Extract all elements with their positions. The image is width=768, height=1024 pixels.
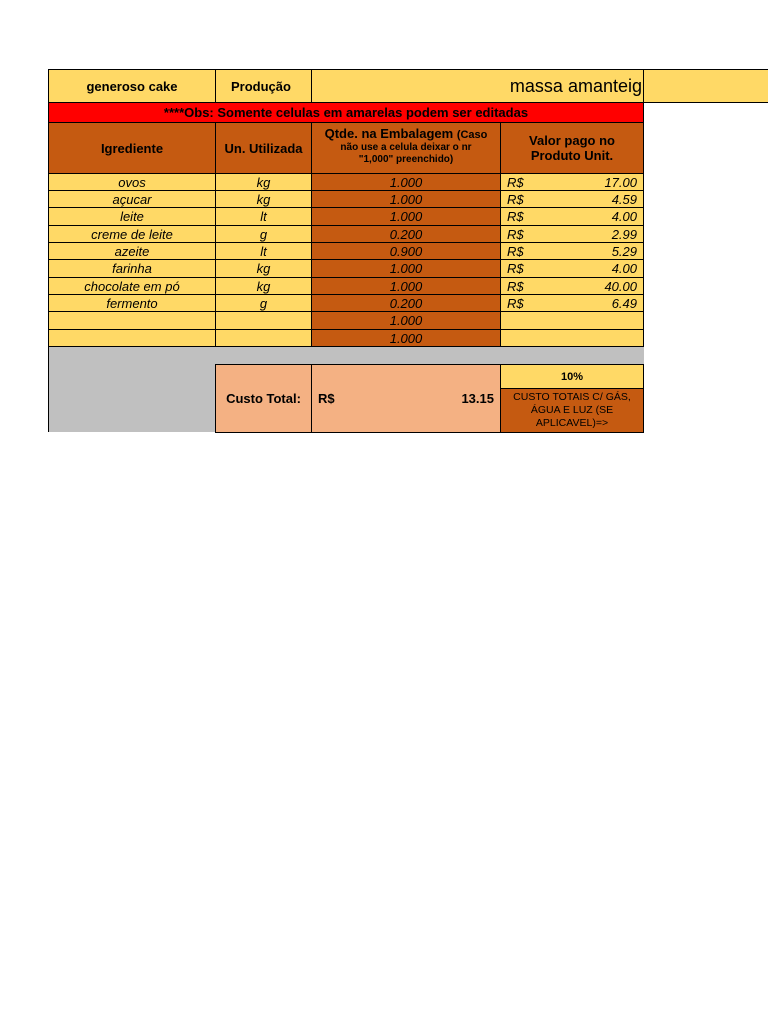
unit-cell[interactable] [215,329,312,347]
price-currency: R$ [507,191,524,207]
unit-cell[interactable]: kg [215,259,312,278]
ingredient-cell[interactable]: creme de leite [48,225,216,243]
unit-cell[interactable]: g [215,294,312,312]
ingredient-cell[interactable]: ovos [48,173,216,191]
total-cost-label: Custo Total: [215,364,312,433]
price-cell[interactable] [500,242,644,260]
edit-notice: ****Obs: Somente celulas em amarelas podem ser editadas [48,102,644,123]
total-cost-cell [311,364,501,433]
total-value: 13.15 [461,391,494,406]
overhead-note: CUSTO TOTAIS C/ GÁS, ÁGUA E LUZ (SE APLICAVEL)=> [500,388,644,433]
quantity-cell: 1.000 [311,311,501,330]
price-currency: R$ [507,209,524,224]
quantity-cell: 1.000 [311,277,501,295]
price-value: 17.00 [604,174,637,190]
overhead-percent[interactable]: 10% [500,364,644,389]
price-cell[interactable] [500,277,644,295]
total-currency: R$ [318,391,335,406]
quantity-header-main: Qtde. na Embalagem [324,126,454,141]
price-cell[interactable] [500,311,644,330]
quantity-cell: 1.000 [311,329,501,347]
price-value: 2.99 [611,226,637,242]
column-header-ingredient: Igrediente [48,122,216,174]
unit-cell[interactable]: kg [215,277,312,295]
price-currency: R$ [507,243,524,259]
recipe-name-cell[interactable]: massa amanteig [311,69,644,103]
quantity-cell: 0.900 [311,242,501,260]
spacer-row [48,346,644,365]
unit-cell[interactable] [215,311,312,330]
price-cell[interactable] [500,225,644,243]
company-name-cell[interactable]: generoso cake [48,69,216,103]
price-currency: R$ [507,174,524,190]
price-value: 6.49 [611,295,637,311]
ingredient-cell[interactable]: azeite [48,242,216,260]
price-value: 4.00 [611,209,637,224]
production-label-cell: Produção [215,69,312,103]
quantity-cell: 1.000 [311,190,501,208]
ingredient-cell[interactable] [48,329,216,347]
price-cell[interactable] [500,190,644,208]
quantity-cell: 0.200 [311,294,501,312]
ingredient-cell[interactable]: açucar [48,190,216,208]
price-currency: R$ [507,261,524,276]
unit-cell[interactable]: g [215,225,312,243]
quantity-cell: 0.200 [311,225,501,243]
unit-cell[interactable]: kg [215,173,312,191]
price-cell[interactable] [500,329,644,347]
price-cell[interactable] [500,207,644,226]
price-cell[interactable] [500,294,644,312]
price-currency: R$ [507,226,524,242]
column-header-price: Valor pago no Produto Unit. [500,122,644,174]
unit-cell[interactable]: lt [215,242,312,260]
gray-block [48,364,216,432]
unit-cell[interactable]: kg [215,190,312,208]
ingredient-cell[interactable]: farinha [48,259,216,278]
column-header-unit: Un. Utilizada [215,122,312,174]
quantity-cell: 1.000 [311,259,501,278]
quantity-cell: 1.000 [311,207,501,226]
ingredient-cell[interactable]: chocolate em pó [48,277,216,295]
column-header-quantity [311,122,501,174]
ingredient-cell[interactable]: fermento [48,294,216,312]
quantity-cell: 1.000 [311,173,501,191]
price-value: 4.00 [611,261,637,276]
ingredient-cell[interactable]: leite [48,207,216,226]
price-currency: R$ [507,278,524,294]
unit-cell[interactable]: lt [215,207,312,226]
quantity-header-note: não use a celula deixar o nr "1,000" preenchido) [340,142,472,165]
price-value: 5.29 [611,243,637,259]
price-cell[interactable] [500,173,644,191]
price-cell[interactable] [500,259,644,278]
price-currency: R$ [507,295,524,311]
quantity-header-paren: (Caso [456,129,488,141]
ingredient-cell[interactable] [48,311,216,330]
price-value: 40.00 [604,278,637,294]
price-value: 4.59 [611,191,637,207]
